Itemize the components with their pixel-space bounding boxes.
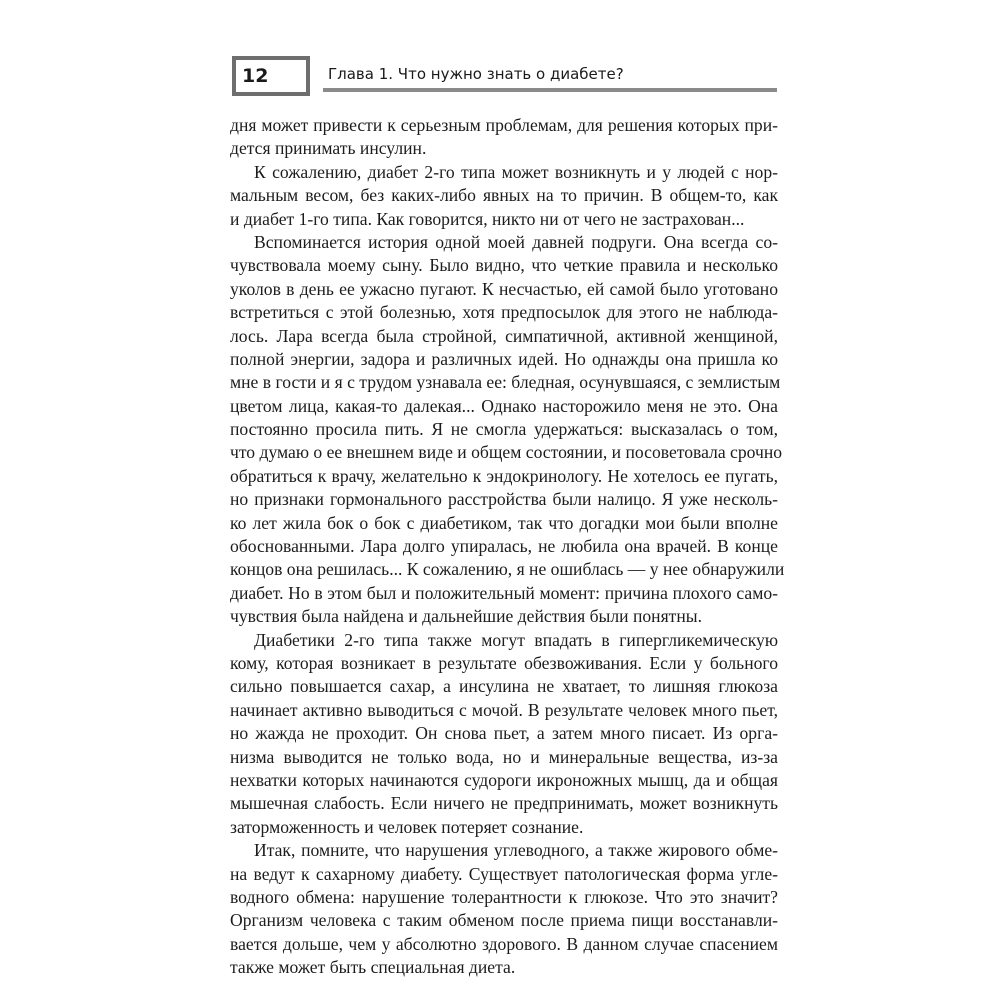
text-line: дня может привести к серьезным проблемам, для решения которых при-: [230, 115, 778, 135]
text-line: уколов в день ее ужасно пугают. К несчастью, ей самой было уготовано: [230, 278, 778, 299]
text-line: Организм человека с таким обменом после приема пищи восстанавли-: [230, 910, 778, 931]
text-line: но признаки гормонального расстройства были налицо. Я уже несколь-: [230, 489, 778, 510]
text-line: но жажда не проходит. Он снова пьет, а затем много писает. Из орга-: [230, 723, 778, 744]
text-line: ко лет жила бок о бок с диабетиком, так что догадки мои были вполне: [230, 512, 778, 533]
text-line: дется принимать инсулин.: [230, 138, 427, 159]
text-line: полной энергии, задора и различных идей. Но однажды она пришла ко: [230, 348, 778, 369]
text-line: обратиться к врачу, желательно к эндокринологу. Не хотелось ее пугать,: [230, 465, 778, 486]
text-line: К сожалению, диабет 2-го типа может возникнуть и у людей с нор-: [254, 161, 778, 182]
text-line: водного обмена: нарушение толерантности к глюкозе. Что это значит?: [230, 886, 778, 907]
text-line: и диабет 1-го типа. Как говорится, никто ни от чего не застрахован...: [230, 208, 745, 229]
text-line: Вспоминается история одной моей давней подруги. Она всегда со-: [254, 231, 778, 252]
text-line: низма выводится не только вода, но и минеральные вещества, из-за: [230, 746, 778, 767]
text-line: начинает активно выводиться с мочой. В результате человек много пьет,: [230, 699, 778, 720]
text-line: Диабетики 2-го типа также могут впадать в гипергликемическую: [254, 629, 778, 650]
text-line: постоянно просила пить. Я не смогла удержаться: высказалась о том,: [230, 419, 778, 440]
page-number: 12: [242, 65, 269, 87]
text-line: мне в гости и я с трудом узнавала ее: бледная, осунувшаяся, с землистым: [230, 372, 781, 393]
text-line: чувствия была найдена и дальнейшие действия были понятны.: [230, 606, 702, 627]
text-line: кому, которая возникает в результате обезвоживания. Если у больного: [230, 652, 778, 673]
text-line: мальным весом, без каких-либо явных на то причин. В общем-то, как: [230, 185, 778, 206]
header-rule: [323, 88, 777, 92]
body-text: [230, 114, 785, 979]
text-line: мышечная слабость. Если ничего не предпринимать, может возникнуть: [230, 793, 778, 814]
text-line: концов она решилась... К сожалению, я не ошиблась — у нее обнаружили: [230, 559, 785, 580]
page-number-box: [232, 56, 310, 96]
text-line: заторможенность и человек потеряет сознание.: [230, 816, 584, 837]
text-line: диабет. Но в этом был и положительный момент: причина плохого само-: [230, 582, 778, 603]
text-line: на ведут к сахарному диабету. Существует патологическая форма угле-: [230, 863, 778, 884]
text-line: лось. Лара всегда была стройной, симпатичной, активной женщиной,: [230, 325, 778, 346]
text-line: Итак, помните, что нарушения углеводного, а также жирового обме-: [254, 840, 778, 861]
text-line: вается дольше, чем у абсолютно здорового. В данном случае спасением: [230, 933, 778, 954]
running-head: Глава 1. Что нужно знать о диабете?: [328, 65, 624, 83]
text-line: нехватки которых начинаются судороги икроножных мышц, да и общая: [230, 769, 778, 790]
text-line: также может быть специальная диета.: [230, 957, 516, 978]
text-line: что думаю о ее внешнем виде и общем состоянии, и посоветовала срочно: [230, 442, 783, 463]
text-line: цветом лица, какая-то далекая... Однако насторожило меня не это. Она: [230, 395, 778, 416]
text-line: чувствовала моему сыну. Было видно, что четкие правила и несколько: [230, 255, 778, 276]
text-line: обоснованными. Лара долго упиралась, не любила она врачей. В конце: [230, 536, 778, 557]
text-line: сильно повышается сахар, а инсулина не хватает, то лишняя глюкоза: [230, 676, 778, 697]
text-line: встретиться с этой болезнью, хотя предпосылок для этого не наблюда-: [230, 302, 778, 323]
